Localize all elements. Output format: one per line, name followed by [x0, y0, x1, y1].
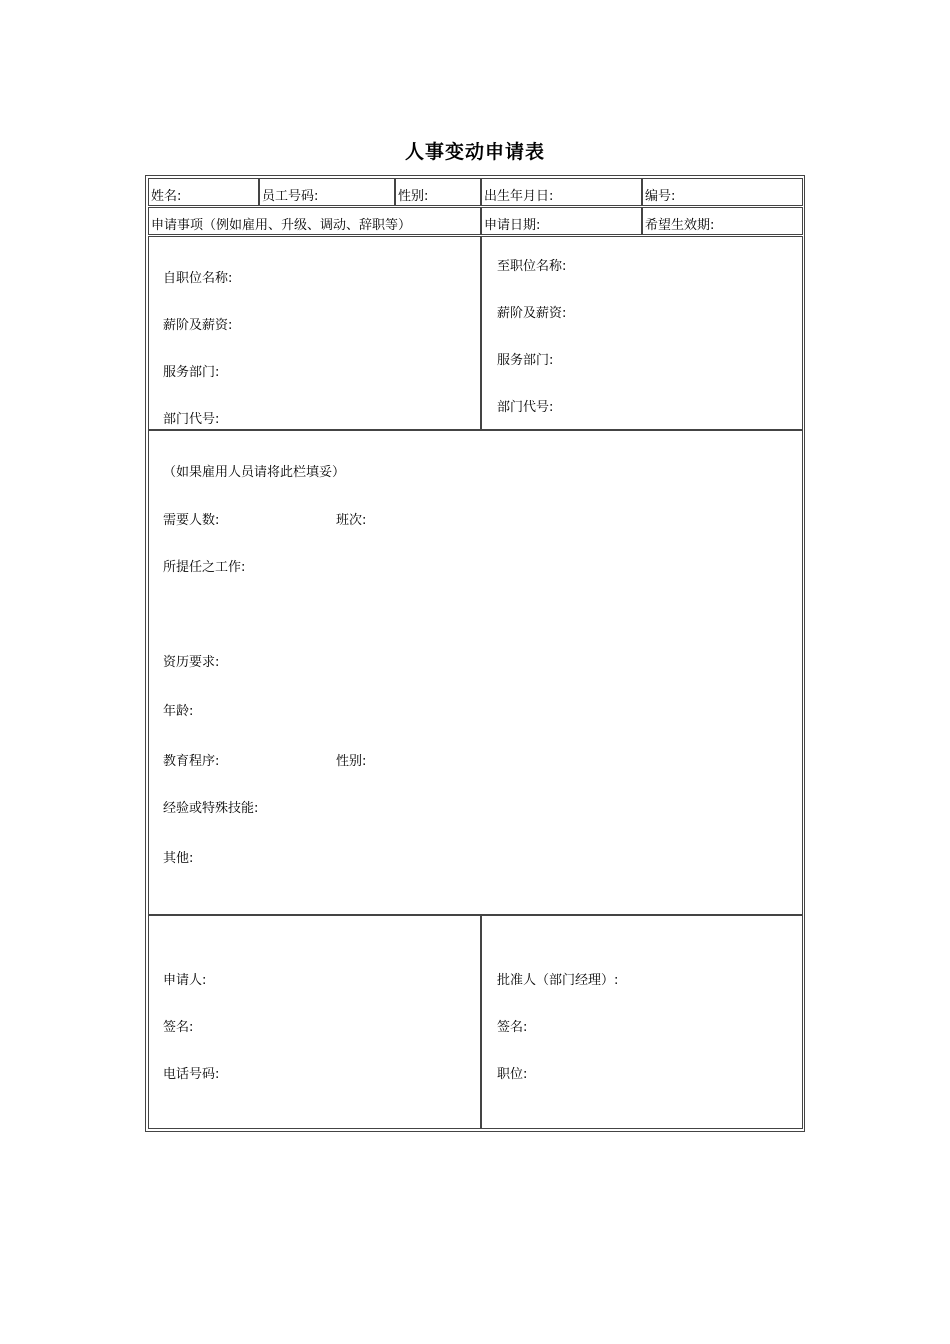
approver-section[interactable]	[481, 915, 803, 1129]
from-title-label: 自职位名称:	[163, 271, 233, 286]
applicant-section[interactable]	[148, 915, 481, 1129]
hiring-section[interactable]	[148, 430, 803, 915]
experience-label: 经验或特殊技能:	[163, 801, 259, 816]
to-position-section[interactable]	[481, 236, 803, 430]
gender-cell[interactable]	[395, 178, 481, 206]
to-title-label: 至职位名称:	[497, 259, 567, 274]
hiring-gender-label: 性别:	[336, 754, 367, 769]
name-label: 姓名:	[151, 189, 182, 204]
applicant-phone-label: 电话号码:	[163, 1067, 220, 1082]
employee-no-cell[interactable]	[259, 178, 395, 206]
from-position-section[interactable]	[148, 236, 481, 430]
serial-no-cell[interactable]	[642, 178, 803, 206]
effective-date-cell[interactable]	[642, 207, 803, 235]
hiring-note: （如果雇用人员请将此栏填妥）	[163, 465, 346, 480]
approver-label: 批准人（部门经理）:	[497, 973, 619, 988]
serial-no-label: 编号:	[645, 189, 676, 204]
request-item-label: 申请事项（例如雇用、升级、调动、辞职等）	[151, 218, 412, 233]
from-dept-code-label: 部门代号:	[163, 412, 220, 427]
request-item-cell[interactable]	[148, 207, 481, 235]
shift-label: 班次:	[336, 513, 367, 528]
employee-no-label: 员工号码:	[262, 189, 319, 204]
request-date-cell[interactable]	[481, 207, 642, 235]
approver-signature-label: 签名:	[497, 1020, 528, 1035]
age-label: 年龄:	[163, 704, 194, 719]
to-salary-label: 薪阶及薪资:	[497, 306, 567, 321]
to-dept-code-label: 部门代号:	[497, 400, 554, 415]
effective-date-label: 希望生效期:	[645, 218, 715, 233]
birth-date-cell[interactable]	[481, 178, 642, 206]
to-department-label: 服务部门:	[497, 353, 554, 368]
job-duties-label: 所提任之工作:	[163, 560, 246, 575]
applicant-signature-label: 签名:	[163, 1020, 194, 1035]
from-salary-label: 薪阶及薪资:	[163, 318, 233, 333]
request-date-label: 申请日期:	[484, 218, 541, 233]
headcount-label: 需要人数:	[163, 513, 220, 528]
gender-label: 性别:	[398, 189, 429, 204]
other-label: 其他:	[163, 851, 194, 866]
applicant-label: 申请人:	[163, 973, 207, 988]
page-title: 人事变动申请表	[404, 141, 545, 163]
name-cell[interactable]	[148, 178, 259, 206]
qualifications-label: 资历要求:	[163, 655, 220, 670]
personnel-change-form	[145, 175, 805, 1132]
from-department-label: 服务部门:	[163, 365, 220, 380]
birth-date-label: 出生年月日:	[484, 189, 554, 204]
approver-position-label: 职位:	[497, 1067, 528, 1082]
education-label: 教育程序:	[163, 754, 220, 769]
